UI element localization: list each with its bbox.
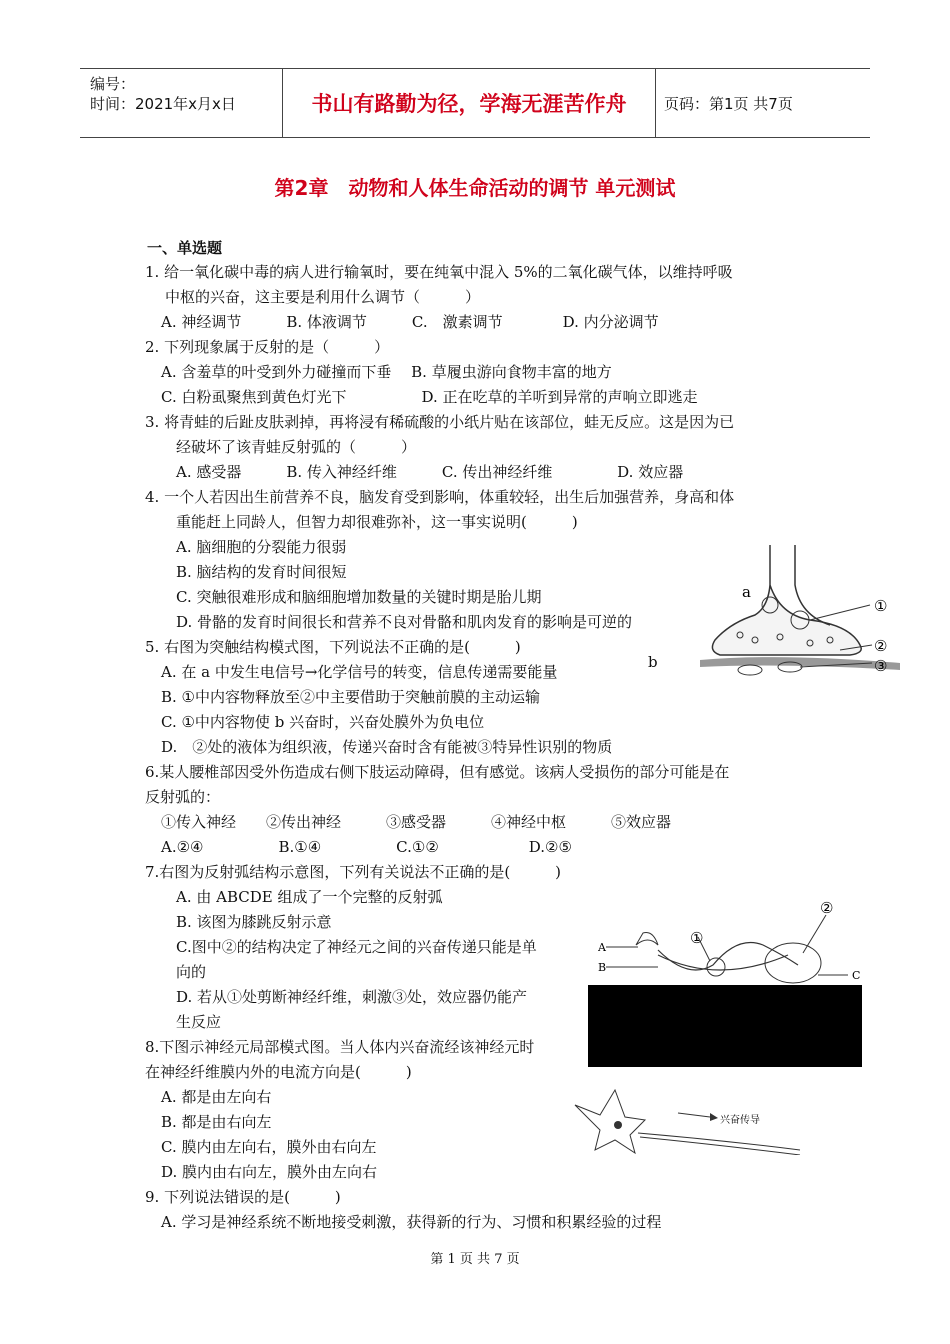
text-line: B. ①中内容物释放至②中主要借助于突触前膜的主动运输: [161, 688, 541, 706]
date-label: 时间：2021年x月x日: [90, 95, 236, 113]
text-line: B. 该图为膝跳反射示意: [176, 913, 332, 931]
text-line: A.②④ B.①④ C.①② D.②⑤: [161, 838, 572, 856]
text-line: A. 在 a 中发生电信号→化学信号的转变，信息传递需要能量: [161, 663, 558, 681]
text-line: A. 含羞草的叶受到外力碰撞而下垂 B. 草履虫游向食物丰富的地方: [161, 363, 612, 381]
text-line: 重能赶上同龄人，但智力却很难弥补，这一事实说明( ): [176, 513, 578, 531]
text-line: B. 都是由右向左: [161, 1113, 272, 1131]
document-title: 第2章 动物和人体生命活动的调节 单元测试: [274, 176, 676, 200]
code-label: 编号：: [90, 75, 136, 93]
text-line: 中枢的兴奋，这主要是利用什么调节（ ）: [165, 288, 481, 306]
text-line: C. ①中内容物使 b 兴奋时，兴奋处膜外为负电位: [161, 713, 485, 731]
text-line: C. 突触很难形成和脑细胞增加数量的关键时期是胎儿期: [176, 588, 542, 606]
text-line: A. 感受器 B. 传入神经纤维 C. 传出神经纤维 D. 效应器: [176, 463, 684, 481]
text-line: C. 膜内由左向右，膜外由右向左: [161, 1138, 377, 1156]
text-line: 反射弧的：: [145, 788, 221, 806]
page-header: [80, 68, 870, 138]
text-line: A. 神经调节 B. 体液调节 C. 激素调节 D. 内分泌调节: [161, 313, 659, 331]
text-line: 1. 给一氧化碳中毒的病人进行输氧时，要在纯氧中混入 5%的二氧化碳气体，以维持呼吸: [145, 263, 733, 281]
redacted-figure-area: [588, 985, 862, 1067]
text-line: 生反应: [176, 1013, 222, 1031]
reflex-label-a: A: [598, 941, 606, 954]
text-line: 4. 一个人若因出生前营养不良，脑发育受到影响，体重较轻，出生后加强营养，身高和体: [145, 488, 735, 506]
synapse-label-1: ①: [874, 597, 888, 615]
text-line: A. 由 ABCDE 组成了一个完整的反射弧: [176, 888, 443, 906]
neuron-caption: 兴奋传导: [720, 1115, 760, 1126]
reflex-arc-figure: [598, 895, 863, 985]
page-footer: 第 1 页 共 7 页: [430, 1252, 520, 1267]
synapse-label-a: a: [742, 583, 751, 601]
text-line: A. 学习是神经系统不断地接受刺激，获得新的行为、习惯和积累经验的过程: [161, 1213, 662, 1231]
text-line: C. 白粉虱聚焦到黄色灯光下 D. 正在吃草的羊听到异常的声响立即逃走: [161, 388, 698, 406]
text-line: D. 若从①处剪断神经纤维，刺激③处，效应器仍能产: [176, 988, 528, 1006]
text-line: B. 脑结构的发育时间很短: [176, 563, 347, 581]
text-line: D. 膜内由右向左，膜外由左向右: [161, 1163, 378, 1181]
section-heading: 一、单选题: [147, 239, 223, 257]
reflex-label-2: ②: [820, 899, 834, 917]
synapse-label-2: ②: [874, 637, 888, 655]
text-line: 在神经纤维膜内外的电流方向是( ): [145, 1063, 412, 1081]
reflex-label-c: C: [852, 969, 861, 982]
text-line: 5. 右图为突触结构模式图，下列说法不正确的是( ): [145, 638, 521, 656]
text-line: 3. 将青蛙的后趾皮肤剥掉，再将浸有稀硫酸的小纸片贴在该部位，蛙无反应。这是因为已: [145, 413, 735, 431]
text-line: 9. 下列说法错误的是( ): [145, 1188, 341, 1206]
text-line: 向的: [176, 963, 207, 981]
synapse-label-b: b: [648, 653, 658, 671]
text-line: D. ②处的液体为组织液，传递兴奋时含有能被③特异性识别的物质: [161, 738, 613, 756]
synapse-figure: [700, 545, 900, 685]
text-line: 8.下图示神经元局部模式图。当人体内兴奋流经该神经元时: [145, 1038, 535, 1056]
text-line: A. 脑细胞的分裂能力很弱: [176, 538, 347, 556]
page-info: 页码：第1页 共7页: [664, 94, 793, 113]
motto: 书山有路勤为径，学海无涯苦作舟: [282, 69, 656, 137]
text-line: A. 都是由左向右: [161, 1088, 272, 1106]
text-line: D. 骨骼的发育时间很长和营养不良对骨骼和肌肉发育的影响是可逆的: [176, 613, 633, 631]
text-line: 经破坏了该青蛙反射弧的（ ）: [176, 438, 417, 456]
text-line: 2. 下列现象属于反射的是（ ）: [145, 338, 390, 356]
neuron-figure: [570, 1085, 810, 1155]
text-line: C.图中②的结构决定了神经元之间的兴奋传递只能是单: [176, 938, 537, 956]
reflex-label-b: B: [598, 961, 607, 974]
header-meta: [80, 69, 280, 137]
reflex-label-1: ①: [690, 929, 704, 947]
text-line: 7.右图为反射弧结构示意图，下列有关说法不正确的是( ): [145, 863, 562, 881]
text-line: ①传入神经 ②传出神经 ③感受器 ④神经中枢 ⑤效应器: [161, 813, 672, 831]
synapse-label-3: ③: [874, 657, 888, 675]
text-line: 6.某人腰椎部因受外伤造成右侧下肢运动障碍，但有感觉。该病人受损伤的部分可能是在: [145, 763, 730, 781]
